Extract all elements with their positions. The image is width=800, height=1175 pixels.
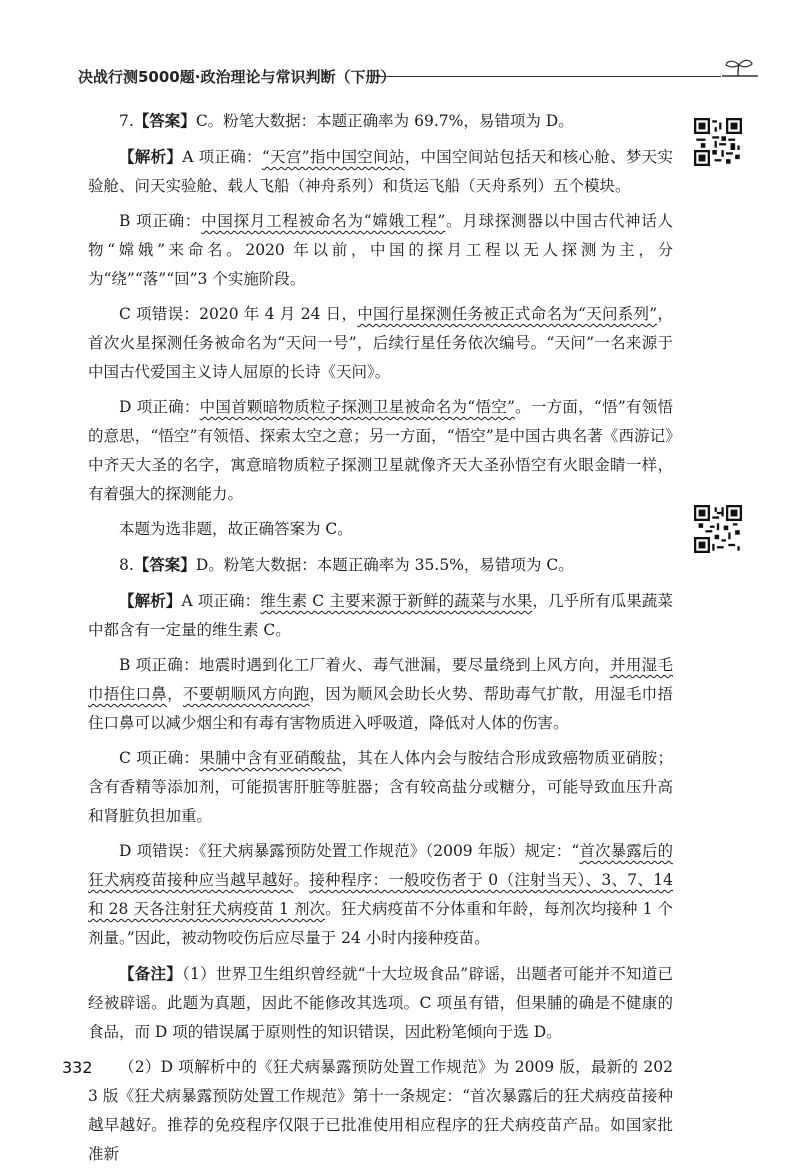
key-point: 中国探月工程被命名为“嫦娥工程” — [201, 212, 446, 230]
book-title: 决战行测5000题·政治理论与常识判断（下册） — [78, 68, 396, 86]
option-text: ，其在人体内会与胺结合形成致癌物质亚硝胺；含有香精等添加剂，可能损害肝脏等脏器；含有较高盐分或糖分，可能导致血压升高和肾脏负担加重。 — [88, 749, 673, 825]
q7-conclusion: 本题为选非题，故正确答案为 C。 — [119, 520, 353, 538]
option-label: C 项错误：2020 年 4 月 24 日， — [119, 305, 358, 323]
option-text: ，几乎所有瓜果蔬菜中都含有一定量的维生素 C。 — [88, 592, 673, 639]
key-point: “天宫”指中国空间站 — [261, 148, 405, 166]
q7-answer: 7.【答案】C。粉笔大数据：本题正确率为 69.7%，易错项为 D。 — [119, 111, 574, 130]
analysis-tag: 【解析】 — [119, 147, 183, 166]
answer-text: D。粉笔大数据：本题正确率为 35.5%，易错项为 C。 — [195, 556, 574, 574]
q7-analysis-b — [88, 207, 673, 294]
key-point: 不要朝顺风方向跑 — [182, 685, 310, 703]
q7-analysis-a — [88, 142, 673, 201]
q8-analysis-b — [88, 651, 673, 738]
option-label: D 项错误：《狂犬病暴露预防处置工作规范》（2009 年版）规定：“ — [119, 842, 580, 860]
option-label: B 项正确： — [119, 212, 202, 230]
answer-tag: 【答案】 — [133, 111, 196, 130]
q8-answer: 8.【答案】D。粉笔大数据：本题正确率为 35.5%，易错项为 C。 — [119, 555, 574, 574]
sprout-icon — [718, 58, 758, 86]
key-point: 并用湿毛巾捂住口鼻 — [88, 656, 673, 703]
running-header — [78, 58, 758, 98]
answer-tag: 【答案】 — [133, 555, 196, 574]
qr-code-icon — [694, 118, 742, 166]
q7-analysis-d — [88, 393, 673, 509]
key-point: 中国行星探测任务被正式命名为“天问系列” — [357, 305, 658, 323]
key-point: 中国首颗暗物质粒子探测卫星被命名为“悟空” — [199, 398, 515, 416]
key-point: 维生素 C 主要来源于新鲜的蔬菜与水果 — [260, 592, 533, 610]
answer-text: C。粉笔大数据：本题正确率为 69.7%，易错项为 D。 — [195, 112, 574, 130]
option-label: B 项正确：地震时遇到化工厂着火、毒气泄漏，要尽量绕到上风方向， — [119, 656, 611, 674]
option-text: 。月球探测器以中国古代神话人物“嫦娥”来命名。2020 年以前，中国的探月工程以无人探测为主，分为“绕”“落”“回”3 个实施阶段。 — [88, 212, 673, 288]
option-text: ，首次火星探测任务被命名为“天问一号”，后续行星任务依次编号。“天问”一名来源于中国古代爱国主义诗人屈原的长诗《天问》。 — [88, 305, 673, 381]
option-text: 。 — [293, 871, 310, 889]
note-text: （1）世界卫生组织曾经就“十大垃圾食品”辟谣，出题者可能并不知道已经被辟谣。此题为真题，因此不能修改其选项。C 项虽有错，但果脯的确是不健康的食品，而 D 项的错误属于原则性的知识错误，因此粉笔倾向于选 D。 — [88, 965, 673, 1041]
option-text: 。一方面，“悟”有领悟的意思，“悟空”有领悟、探索太空之意；另一方面，“悟空”是中国古典名著《西游记》中齐天大圣的名字，寓意暗物质粒子探测卫星就像齐天大圣孙悟空有火眼金睛一样，有着强大的探测能力。 — [88, 398, 673, 503]
key-point: 果脯中含有亚硝酸盐 — [199, 749, 342, 767]
qr-code-icon — [694, 505, 742, 553]
option-text: ，中国空间站包括天和核心舱、梦天实验舱、问天实验舱、载人飞船（神舟系列）和货运飞船（天舟系列）五个模块。 — [88, 148, 673, 195]
q8-analysis-c — [88, 744, 673, 831]
analysis-tag: 【解析】 — [119, 591, 182, 610]
key-point: 首次暴露后的狂犬病疫苗接种应当越早越好 — [88, 842, 673, 889]
option-text: ，因为顺风会助长火势、帮助毒气扩散，用湿毛巾捂住口鼻可以减少烟尘和有毒有害物质进入呼吸道，降低对人体的伤害。 — [88, 685, 673, 732]
key-point: 接种程序：一般咬伤者于 0（注射当天）、3、7、14 和 28 天各注射狂犬病疫苗 1 剂次 — [88, 871, 673, 918]
q8-analysis-d — [88, 837, 673, 953]
option-label: A 项正确： — [181, 592, 261, 610]
q8-analysis-a — [88, 586, 673, 645]
note-tag: 【备注】 — [119, 964, 183, 983]
option-label: C 项正确： — [119, 749, 200, 767]
q8-note-1 — [88, 959, 673, 1047]
header-rule — [376, 76, 721, 77]
q8-note-2: （2）D 项解析中的《狂犬病暴露预防处置工作规范》为 2009 版，最新的 2023 版《狂犬病暴露预防处置工作规范》第十一条规定：“首次暴露后的狂犬病疫苗接种越早越好。推荐的免疫程序仅限于已批准使用相应程序的狂犬病疫苗产品。如国家批准新 — [88, 1058, 673, 1163]
page-body — [88, 106, 673, 1175]
option-text: 。狂犬病疫苗不分体重和年龄，每剂次均接种 1 个剂量。”因此，被动物咬伤后应尽量于 24 小时内接种疫苗。 — [88, 900, 674, 947]
q7-analysis-c — [88, 300, 673, 387]
page-number: 332 — [62, 1058, 93, 1077]
option-label: A 项正确： — [182, 148, 262, 166]
option-label: D 项正确： — [119, 398, 200, 416]
option-text: ， — [167, 685, 183, 703]
